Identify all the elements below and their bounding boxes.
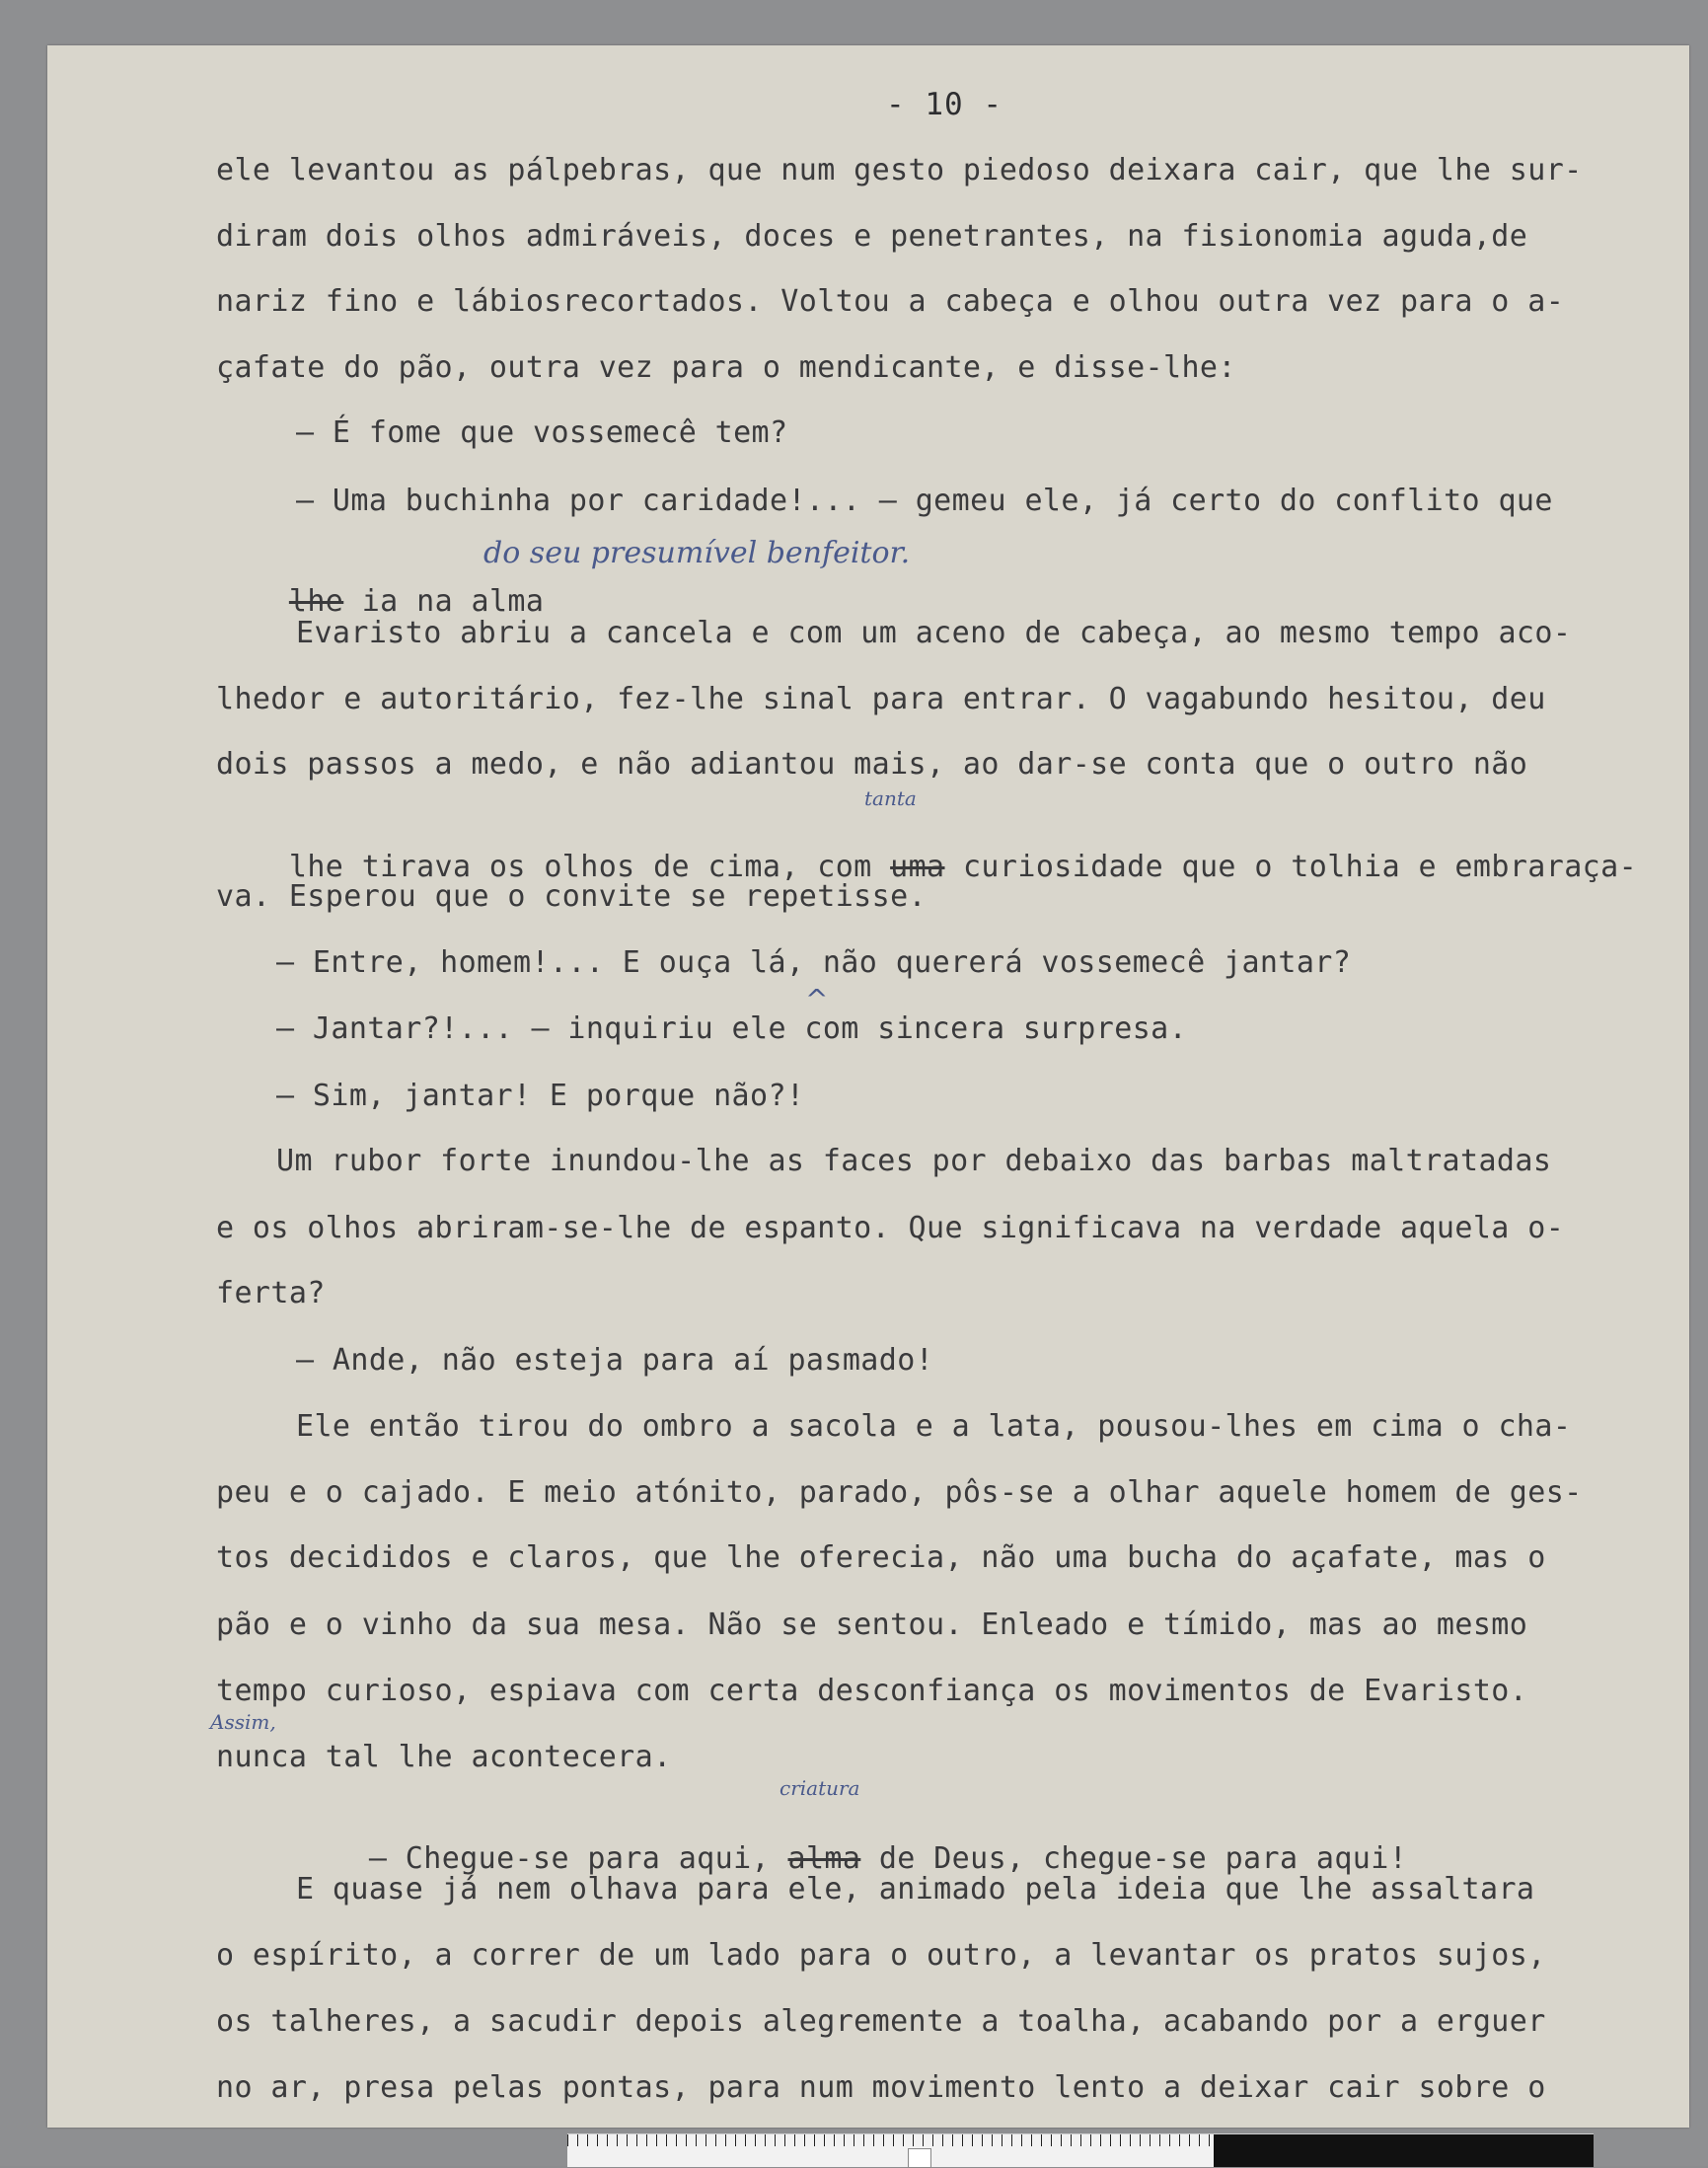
text-line-29: os talheres, a sacudir depois alegremente a toalha, acabando por a erguer: [216, 2004, 1546, 2039]
text-line-13: — Entre, homem!... E ouça lá, não quererá vossemecê jantar?: [276, 945, 1352, 980]
handwritten-insert-criatura: criatura: [780, 1776, 860, 1800]
text-line-28: o espírito, a correr de um lado para o outro, a levantar os pratos sujos,: [216, 1938, 1546, 1973]
text-line-24: tempo curioso, espiava com certa desconfiança os movimentos de Evaristo.: [216, 1674, 1528, 1708]
text-line-5: — É fome que vossemecê tem?: [296, 415, 788, 450]
text-line-6: — Uma buchinha por caridade!... — gemeu ele, já certo do conflito que: [296, 484, 1553, 518]
text-line-10: dois passos a medo, e não adiantou mais, ao dar-se conta que o outro não: [216, 747, 1528, 782]
struck-word-uma: uma: [890, 850, 945, 884]
handwritten-insert-benfeitor: do seu presumível benfeitor.: [483, 536, 911, 570]
text-line-27: E quase já nem olhava para ele, animado pela ideia que lhe assaltara: [296, 1872, 1535, 1906]
text-line-30: no ar, presa pelas pontas, para num movimento lento a deixar cair sobre o: [216, 2070, 1546, 2105]
ruler-black-segment: [1214, 2134, 1594, 2167]
text-line-23: pão e o vinho da sua mesa. Não se sentou. Enleado e tímido, mas ao mesmo: [216, 1607, 1528, 1642]
caret-mark: ^: [805, 983, 829, 1015]
text-line-3: nariz fino e lábiosrecortados. Voltou a cabeça e olhou outra vez para o a-: [216, 284, 1565, 319]
text-line-11-b: curiosidade que o tolhia e embraraça-: [962, 850, 1638, 884]
text-line-18: ferta?: [216, 1276, 326, 1310]
page-number: - 10 -: [886, 87, 1003, 122]
text-line-20: Ele então tirou do ombro a sacola e a lata, pousou-lhes em cima o cha-: [296, 1409, 1572, 1444]
handwritten-insert-assim: Assim,: [210, 1710, 276, 1734]
scale-ruler: [567, 2133, 1594, 2167]
text-line-8: Evaristo abriu a cancela e com um aceno de cabeça, ao mesmo tempo aco-: [296, 616, 1572, 650]
text-line-22: tos decididos e claros, que lhe oferecia, não uma bucha do açafate, mas o: [216, 1540, 1546, 1575]
text-line-26-b: de Deus, chegue-se para aqui!: [878, 1841, 1408, 1876]
text-line-16: Um rubor forte inundou-lhe as faces por debaixo das barbas maltratadas: [276, 1144, 1552, 1178]
text-line-2: diram dois olhos admiráveis, doces e penetrantes, na fisionomia aguda,de: [216, 219, 1528, 254]
ruler-marker: [908, 2148, 931, 2168]
text-line-17: e os olhos abriram-se-lhe de espanto. Que significava na verdade aquela o-: [216, 1211, 1565, 1245]
text-line-12: va. Esperou que o convite se repetisse.: [216, 879, 927, 914]
text-line-11-a: lhe tirava os olhos de cima, com: [288, 850, 872, 884]
text-line-7-main: ia na alma: [361, 584, 545, 619]
text-line-19: — Ande, não esteja para aí pasmado!: [296, 1343, 934, 1378]
text-line-15: — Sim, jantar! E porque não?!: [276, 1079, 805, 1113]
text-line-26-a: — Chegue-se para aqui,: [368, 1841, 771, 1876]
struck-word-lhe: lhe: [288, 584, 344, 619]
text-line-9: lhedor e autoritário, fez-lhe sinal para entrar. O vagabundo hesitou, deu: [216, 682, 1546, 716]
text-line-25: nunca tal lhe acontecera.: [216, 1740, 672, 1774]
handwritten-insert-tanta: tanta: [864, 786, 917, 810]
text-line-4: çafate do pão, outra vez para o mendicante, e disse-lhe:: [216, 350, 1236, 385]
text-line-21: peu e o cajado. E meio atónito, parado, pôs-se a olhar aquele homem de ges-: [216, 1475, 1583, 1510]
text-line-14: — Jantar?!... — inquiriu ele com sincera surpresa.: [276, 1011, 1188, 1046]
struck-word-alma: alma: [787, 1841, 861, 1876]
text-line-1: ele levantou as pálpebras, que num gesto piedoso deixara cair, que lhe sur-: [216, 153, 1583, 187]
